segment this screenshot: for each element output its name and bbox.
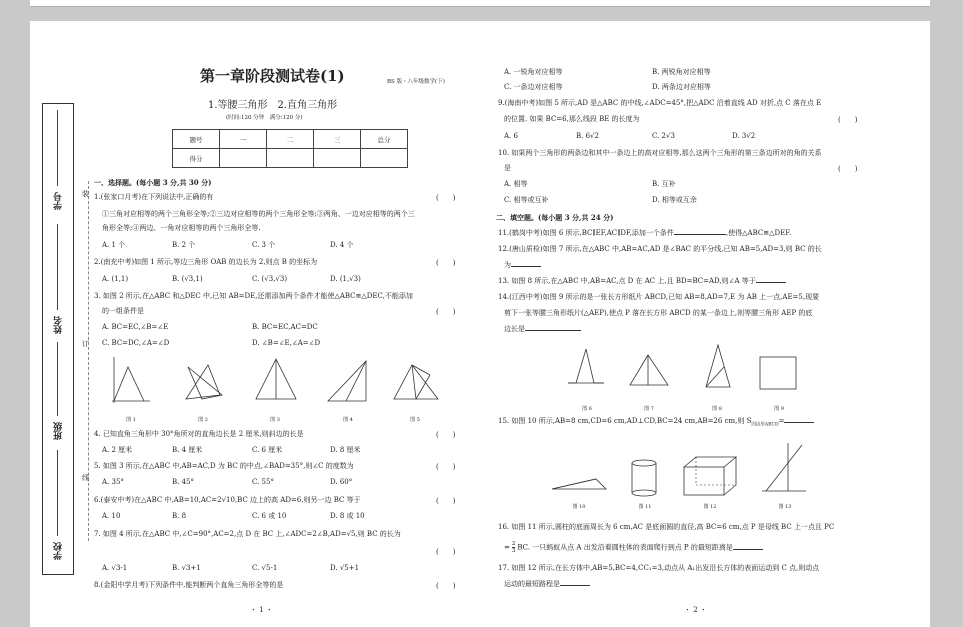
edition-label: BS 版・八年级数学(下) bbox=[387, 79, 445, 85]
figure-5-caption: 图 5 bbox=[410, 417, 420, 423]
option-a[interactable]: A. 2 厘米 bbox=[102, 446, 133, 454]
question-12: 12.(唐山质检)如图 7 所示,在△ABC 中,AB=AC,AD 是∠BAC 的平分线,已知 AB=5,AD=3,则 BC 的长 bbox=[498, 245, 822, 253]
question-9-line2: 的位置. 如果 BC=6,那么线段 BE 的长度为 bbox=[504, 115, 640, 123]
figure-1-caption: 图 1 bbox=[126, 417, 136, 423]
score-cell: 三 bbox=[314, 130, 361, 149]
answer-bracket[interactable]: ( ) bbox=[436, 194, 456, 202]
question-3-line2: 的一组条件是 bbox=[102, 307, 144, 315]
figure-2-caption: 图 2 bbox=[198, 417, 208, 423]
question-11 bbox=[498, 229, 791, 238]
score-input[interactable] bbox=[267, 149, 314, 168]
option-d[interactable]: D. 60° bbox=[330, 478, 353, 486]
answer-bracket[interactable]: ( ) bbox=[436, 259, 456, 267]
question-1-line2: ①三角对应相等的两个三角形全等;②三边对应相等的两个三角形全等;③两角、一边对应相等的两个三 bbox=[102, 210, 415, 218]
question-7: 7. 如图 4 所示,在△ABC 中,∠C=90°,AC=2,点 D 在 BC 上,∠ADC=2∠B,AD=√5,则 BC 的长为 bbox=[94, 530, 401, 538]
student-id-label: 学号 bbox=[54, 192, 64, 210]
figure-10 bbox=[548, 461, 610, 493]
question-13-text: 13. 如图 8 所示,在△ABC 中,AB=AC,点 D 在 AC 上,且 BD=BC=AD,则∠A 等于 bbox=[498, 277, 756, 285]
figure-4 bbox=[324, 357, 372, 407]
question-9: 9.(海南中考)如图 5 所示,AD 是△ABC 的中线,∠ADC=45°,把△ADC 沿着直线 AD 对折,点 C 落在点 E bbox=[498, 99, 822, 107]
option-d[interactable]: D. 3√2 bbox=[732, 132, 756, 140]
answer-blank[interactable] bbox=[784, 422, 814, 423]
answer-bracket[interactable]: ( ) bbox=[838, 165, 858, 173]
option-b[interactable]: B. 2 个 bbox=[172, 241, 196, 249]
question-5: 5. 如图 3 所示,在△ABC 中,AB=AC,D 为 BC 的中点,∠BAD=35°,则∠C 的度数为 bbox=[94, 462, 354, 470]
question-12-line2 bbox=[504, 261, 541, 270]
question-16-line2 bbox=[504, 541, 763, 554]
option-b[interactable]: B. BC=EC,AC=DC bbox=[252, 323, 318, 331]
section-fill-heading: 二、填空题。(每小题 3 分,共 24 分) bbox=[496, 213, 614, 222]
student-id-line[interactable] bbox=[57, 110, 58, 186]
option-d[interactable]: D. (1,√3) bbox=[330, 275, 361, 283]
cut-mark-3: 线 bbox=[82, 474, 89, 482]
answer-blank[interactable] bbox=[674, 234, 726, 235]
answer-bracket[interactable]: ( ) bbox=[436, 431, 456, 439]
question-11-text: 11.(鹤岗中考)如图 6 所示,BC∥EF,AC∥DF,添加一个条件 bbox=[498, 229, 674, 237]
figure-2 bbox=[180, 359, 226, 407]
question-8: 8.(金阳中学月考)下列条件中,能判断两个直角三角形全等的是 bbox=[94, 581, 284, 589]
figure-8-caption: 图 8 bbox=[712, 406, 722, 412]
option-a[interactable]: A. (1,1) bbox=[102, 275, 129, 283]
option-a[interactable]: A. 1 个 bbox=[102, 241, 126, 249]
question-12-tail: 为 bbox=[504, 261, 511, 269]
score-cell: 二 bbox=[267, 130, 314, 149]
question-6: 6.(泰安中考)在△ABC 中,AB=10,AC=2√10,BC 边上的高 AD=6,则另一边 BC 等于 bbox=[94, 496, 361, 504]
question-10: 10. 如果两个三角形的两条边和其中一条边上的高对应相等,那么这两个三角形的第三条边所对的角的关系 bbox=[498, 149, 822, 157]
option-c[interactable]: C. √5-1 bbox=[252, 564, 278, 572]
answer-bracket[interactable]: ( ) bbox=[436, 497, 456, 505]
answer-bracket[interactable]: ( ) bbox=[436, 308, 456, 316]
question-15-text: 15. 如图 10 所示,AB=8 cm,CD=6 cm,AD⊥CD,BC=24 cm,AB=26 cm,则 S bbox=[498, 417, 752, 425]
option-a[interactable]: A. 6 bbox=[504, 132, 518, 140]
cut-line bbox=[88, 181, 89, 541]
question-15-equals: = bbox=[778, 417, 785, 425]
question-15-subscript: 四边形ABCD bbox=[751, 422, 779, 428]
option-a[interactable]: A. 35° bbox=[102, 478, 124, 486]
option-b[interactable]: B. (√3,1) bbox=[172, 275, 203, 283]
score-input[interactable] bbox=[361, 149, 408, 168]
fraction-denominator: 3 bbox=[511, 548, 516, 554]
answer-bracket[interactable]: ( ) bbox=[436, 548, 456, 556]
score-cell: 总分 bbox=[361, 130, 408, 149]
figure-13 bbox=[758, 439, 810, 497]
option-c[interactable]: C. (√3,√3) bbox=[252, 275, 288, 283]
option-c[interactable]: C. 2√3 bbox=[652, 132, 675, 140]
option-b[interactable]: B. 6√2 bbox=[576, 132, 599, 140]
option-d[interactable]: D. ∠B=∠E,∠A=∠D bbox=[252, 339, 321, 347]
option-b[interactable]: B. 互补 bbox=[652, 180, 676, 188]
question-17-tail: 运动的最短路程是 bbox=[504, 580, 560, 588]
section-choice-heading: 一、选择题。(每小题 3 分,共 30 分) bbox=[94, 178, 212, 187]
question-17-line2 bbox=[504, 580, 590, 589]
option-c[interactable]: C. 相等或互补 bbox=[504, 196, 549, 204]
option-c[interactable]: C. 6 或 10 bbox=[252, 512, 287, 520]
option-a[interactable]: A. 10 bbox=[102, 512, 121, 520]
option-b[interactable]: B. 8 bbox=[172, 512, 187, 520]
student-info-box bbox=[42, 103, 74, 575]
option-a[interactable]: A. √3-1 bbox=[102, 564, 128, 572]
option-c[interactable]: C. 6 厘米 bbox=[252, 446, 283, 454]
question-14-line3 bbox=[504, 325, 581, 334]
figure-7-caption: 图 7 bbox=[644, 406, 654, 412]
question-11-tail: ,使得△ABC≌△DEF. bbox=[725, 229, 792, 237]
option-b[interactable]: B. 4 厘米 bbox=[172, 446, 203, 454]
score-cell: 得分 bbox=[173, 149, 220, 168]
score-cell: 一 bbox=[220, 130, 267, 149]
figure-4-caption: 图 4 bbox=[343, 417, 353, 423]
option-d[interactable]: D. 4 个 bbox=[330, 241, 354, 249]
question-1: 1.(张家口月考)在下列说法中,正确的有 bbox=[94, 193, 214, 201]
question-4: 4. 已知直角三角形中 30°角所对的直角边长是 2 厘米,则斜边的长是 bbox=[94, 430, 304, 438]
option-c[interactable]: C. 一条边对应相等 bbox=[504, 83, 563, 91]
figure-7 bbox=[626, 351, 672, 391]
question-3: 3. 如图 2 所示,在△ABC 和△DEC 中,已知 AB=DE,还需添加两个条件才能使△ABC≌△DEC,不能添加 bbox=[94, 292, 413, 300]
question-2: 2.(南充中考)如图 1 所示,等边三角形 OAB 的边长为 2,则点 B 的坐标为 bbox=[94, 258, 318, 266]
question-13 bbox=[498, 277, 786, 286]
answer-bracket[interactable]: ( ) bbox=[838, 116, 858, 124]
question-17: 17. 如图 12 所示,在长方体中,AB=5,BC=4,CC₁=3,动点从 A₁出发沿长方体的表面运动到 C 点,则动点 bbox=[498, 564, 820, 572]
option-b[interactable]: B. 两锐角对应相等 bbox=[652, 68, 711, 76]
school-label: 学校 bbox=[54, 542, 64, 560]
class-line[interactable] bbox=[57, 342, 58, 416]
option-d[interactable]: D. 8 厘米 bbox=[330, 446, 361, 454]
figure-9-caption: 图 9 bbox=[774, 406, 784, 412]
figure-12-caption: 图 12 bbox=[703, 504, 717, 510]
answer-blank[interactable] bbox=[560, 585, 590, 586]
score-input[interactable] bbox=[314, 149, 361, 168]
score-cell: 题号 bbox=[173, 130, 220, 149]
option-d[interactable]: D. 相等或互余 bbox=[652, 196, 697, 204]
class-label: 班级 bbox=[54, 422, 64, 440]
previous-page-edge bbox=[30, 0, 930, 7]
name-line[interactable] bbox=[57, 224, 58, 310]
question-14-tail: 边长是 bbox=[504, 325, 525, 333]
figure-11 bbox=[626, 457, 662, 501]
score-input[interactable] bbox=[220, 149, 267, 168]
question-16-equals: = bbox=[504, 543, 510, 552]
question-16-tail: BC. 一只蚂蚁从点 A 出发沿着圆柱体的表面爬行到点 P 的最短距离是 bbox=[517, 543, 733, 552]
option-b[interactable]: B. 45° bbox=[172, 478, 195, 486]
question-1-line3: 角形全等;④两边、一角对应相等的两个三角形全等. bbox=[102, 224, 261, 232]
exam-page bbox=[30, 21, 930, 627]
option-d[interactable]: D. 8 或 10 bbox=[330, 512, 365, 520]
exam-subtitle: 1.等腰三角形 2.直角三角形 bbox=[208, 100, 338, 111]
answer-bracket[interactable]: ( ) bbox=[436, 582, 456, 590]
option-c[interactable]: C. 3 个 bbox=[252, 241, 276, 249]
answer-blank[interactable] bbox=[511, 266, 541, 267]
option-c[interactable]: C. BC=DC,∠A=∠D bbox=[102, 339, 170, 347]
figure-6 bbox=[564, 343, 610, 393]
cut-mark-2: 订 bbox=[82, 340, 89, 348]
fraction bbox=[512, 541, 516, 554]
figure-1 bbox=[108, 355, 152, 407]
answer-blank[interactable] bbox=[756, 282, 786, 283]
name-label: 姓名 bbox=[54, 316, 64, 334]
answer-bracket[interactable]: ( ) bbox=[436, 463, 456, 471]
time-info: (时间:120 分钟 满分:120 分) bbox=[226, 115, 303, 121]
question-14-line2: 剪下一张等腰三角形纸片(△AEP),使点 P 落在长方形 ABCD 的某一条边上,则等腰三角形 AEP 的底 bbox=[504, 309, 813, 317]
question-14: 14.(江西中考)如图 9 所示的是一张长方形纸片 ABCD,已知 AB=8,AD=7,E 为 AB 上一点,AE=5,现要 bbox=[498, 293, 820, 301]
option-d[interactable]: D. 两条边对应相等 bbox=[652, 83, 711, 91]
option-a[interactable]: A. 相等 bbox=[504, 180, 528, 188]
figure-8 bbox=[700, 341, 736, 393]
figure-9 bbox=[756, 353, 802, 393]
figure-3 bbox=[252, 355, 300, 407]
figure-11-caption: 图 11 bbox=[638, 504, 652, 510]
option-b[interactable]: B. √3+1 bbox=[172, 564, 201, 572]
score-table bbox=[172, 129, 408, 168]
figure-5 bbox=[390, 359, 442, 407]
question-16: 16. 如图 11 所示,圆柱的底面周长为 6 cm,AC 是底面圆的直径,高 BC=6 cm,点 P 是母线 BC 上一点且 PC bbox=[498, 523, 835, 531]
answer-blank[interactable] bbox=[733, 549, 763, 550]
figure-10-caption: 图 10 bbox=[572, 504, 586, 510]
question-15 bbox=[498, 417, 814, 429]
page-number-1: ・ 1 ・ bbox=[250, 606, 273, 614]
option-d[interactable]: D. √5+1 bbox=[330, 564, 360, 572]
option-a[interactable]: A. BC=EC,∠B=∠E bbox=[102, 323, 169, 331]
exam-title: 第一章阶段测试卷(1) bbox=[200, 67, 345, 85]
figure-12 bbox=[680, 453, 740, 499]
figure-13-caption: 图 13 bbox=[778, 504, 792, 510]
figure-3-caption: 图 3 bbox=[270, 417, 280, 423]
question-10-line2: 是 bbox=[504, 164, 511, 172]
page-number-2: ・ 2 ・ bbox=[684, 606, 707, 614]
option-c[interactable]: C. 55° bbox=[252, 478, 274, 486]
option-a[interactable]: A. 一锐角对应相等 bbox=[504, 68, 563, 76]
figure-6-caption: 图 6 bbox=[582, 406, 592, 412]
cut-mark-1: 装 bbox=[82, 190, 89, 198]
fraction-numerator: 2 bbox=[511, 541, 516, 547]
school-line[interactable] bbox=[57, 450, 58, 536]
answer-blank[interactable] bbox=[525, 330, 581, 331]
